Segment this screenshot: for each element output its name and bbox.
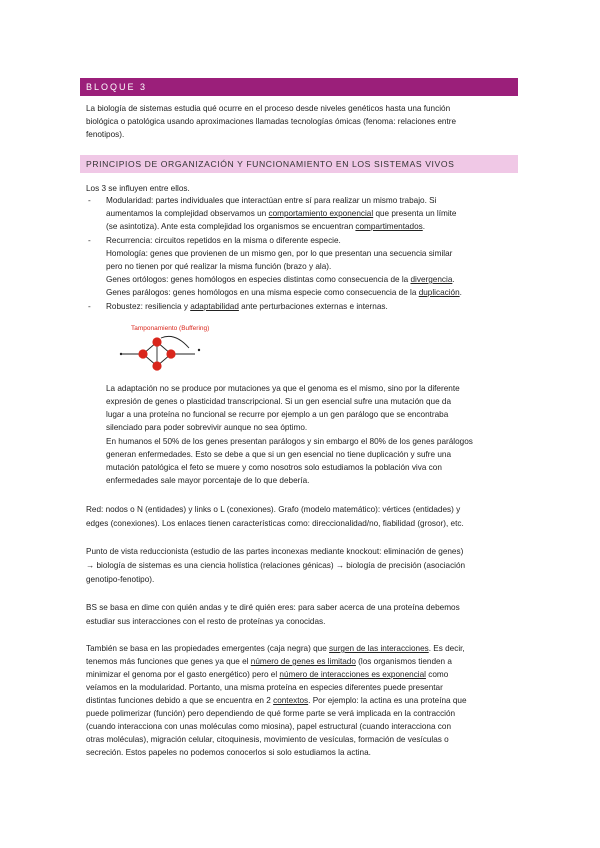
adaptacion-line-2: expresión de genes o plasticidad transcripcional. Si un gen esencial sufre una mutación que da	[106, 397, 452, 406]
emergentes-line-3: minimizar el genoma por el gasto energético) pero el número de interacciones es exponencial como	[86, 670, 449, 679]
modularidad-line-1: Modularidad: partes individuales que interactúan entre sí para realizar un mismo trabajo. Si	[106, 196, 437, 205]
adaptacion-line-7: mutación patológica el feto se muere y como nosotros solo estudiamos la población viva con	[106, 463, 442, 472]
recurrencia-line-2: Homología: genes que provienen de un mismo gen, por lo que presentan una secuencia similar	[106, 249, 453, 258]
emergentes-line-6: puede polimerizar (función) pero dependiendo de qué forme parte se verá implicada en la contracción	[86, 709, 456, 718]
modularidad-line-2: aumentamos la complejidad observamos un comportamiento exponencial que presenta un límite	[106, 209, 457, 218]
recurrencia-line-5: Genes parálogos: genes homólogos en una misma especie como consecuencia de la duplicación.	[106, 288, 462, 297]
intro-line-3: fenotipos).	[86, 130, 125, 139]
adaptacion-line-4: silenciado para poder sobrevivir aunque no sea óptimo.	[106, 423, 308, 432]
diagram-node	[166, 349, 175, 358]
diagram-node	[152, 361, 161, 370]
intro-line-2: biológica o patológica usando aproximaciones llamadas tecnologías ómicas (fenoma: relaciones entre	[86, 117, 457, 126]
emergentes-line-1: También se basa en las propiedades emergentes (caja negra) que surgen de las interacciones. Es decir,	[86, 644, 465, 653]
bullet-dash: -	[88, 196, 91, 205]
adaptacion-line-1: La adaptación no se produce por mutaciones ya que el genoma es el mismo, sino por la diferente	[106, 384, 460, 393]
diagram-input-dot	[120, 353, 122, 355]
recurrencia-line-1: Recurrencia: circuitos repetidos en la misma o diferente especie.	[106, 236, 341, 245]
emergentes-line-7: (cuando interacciona con unas moléculas como miosina), papel estructural (cuando interacciona con	[86, 722, 451, 731]
emergentes-line-4: veíamos en la modularidad. Portanto, una misma proteína en especies diferentes puede presentar	[86, 683, 443, 692]
recurrencia-line-4: Genes ortólogos: genes homólogos en especies distintas como consecuencia de la divergencia.	[106, 275, 455, 284]
reduccionista-line-1: Punto de vista reduccionista (estudio de las partes inconexas mediante knockout: eliminación de genes)	[86, 547, 464, 556]
emergentes-line-2: tenemos más funciones que genes ya que el número de genes es limitado (los organismos tienden a	[86, 657, 452, 666]
adaptacion-line-8: enfermedades sale mayor porcentaje de lo que debería.	[106, 476, 310, 485]
buffering-diagram	[113, 320, 223, 375]
bullet-dash: -	[88, 302, 91, 311]
reduccionista-line-3: genotipo-fenotipo).	[86, 575, 155, 584]
bs-line-2: estudiar sus interacciones con el resto de proteínas ya conocidas.	[86, 617, 326, 626]
emergentes-line-5: distintas funciones debido a que se encuentra en 2 contextos. Por ejemplo: la actina es una proteína que	[86, 696, 467, 705]
modularidad-line-3: (se asintotiza). Ante esta complejidad los organismos se encuentran compartimentados.	[106, 222, 426, 231]
red-line-1: Red: nodos o N (entidades) y links o L (conexiones). Grafo (modelo matemático): vértices (entidades) y	[86, 505, 461, 514]
adaptacion-line-3: lugar a una proteína no funcional se recurre por ejemplo a un gen parálogo que se encontraba	[106, 410, 449, 419]
reduccionista-line-2: → biología de sistemas es una ciencia holística (relaciones génicas) → biología de precisión (asociación	[86, 561, 466, 570]
recurrencia-line-3: pero no tienen por qué realizar la misma función (brazo y ala).	[106, 262, 332, 271]
lead-text: Los 3 se influyen entre ellos.	[86, 184, 190, 193]
red-line-2: edges (conexiones). Los enlaces tienen características como: direccionalidad/no, fiabilidad (grosor), etc.	[86, 519, 464, 528]
bs-line-1: BS se basa en dime con quién andas y te diré quién eres: para saber acerca de una proteína debemos	[86, 603, 460, 612]
bloque-header: BLOQUE 3	[80, 78, 518, 96]
diagram-node	[138, 349, 147, 358]
adaptacion-line-5: En humanos el 50% de los genes presentan parálogos y sin embargo el 80% de los genes parálogos	[106, 437, 473, 446]
intro-line-1: La biología de sistemas estudia qué ocurre en el proceso desde niveles genéticos hasta una función	[86, 104, 451, 113]
diagram-node	[152, 337, 161, 346]
bullet-dash: -	[88, 236, 91, 245]
section-header: PRINCIPIOS DE ORGANIZACIÓN Y FUNCIONAMIENTO EN LOS SISTEMAS VIVOS	[80, 155, 518, 173]
emergentes-line-8: otras moléculas), migración celular, citoquinesis, movimiento de vesículas, formación de vesículas o	[86, 735, 449, 744]
adaptacion-line-6: generan enfermedades. Esto se debe a que si un gen esencial no tiene duplicación y sufre una	[106, 450, 452, 459]
emergentes-line-9: secreción. Estos papeles no podemos conocerlos si solo estudiamos la actina.	[86, 748, 371, 757]
robustez-line-1: Robustez: resiliencia y adaptabilidad ante perturbaciones externas e internas.	[106, 302, 388, 311]
diagram-output-dot	[198, 349, 200, 351]
diagram-label: Tamponamiento (Buffering)	[131, 325, 210, 332]
